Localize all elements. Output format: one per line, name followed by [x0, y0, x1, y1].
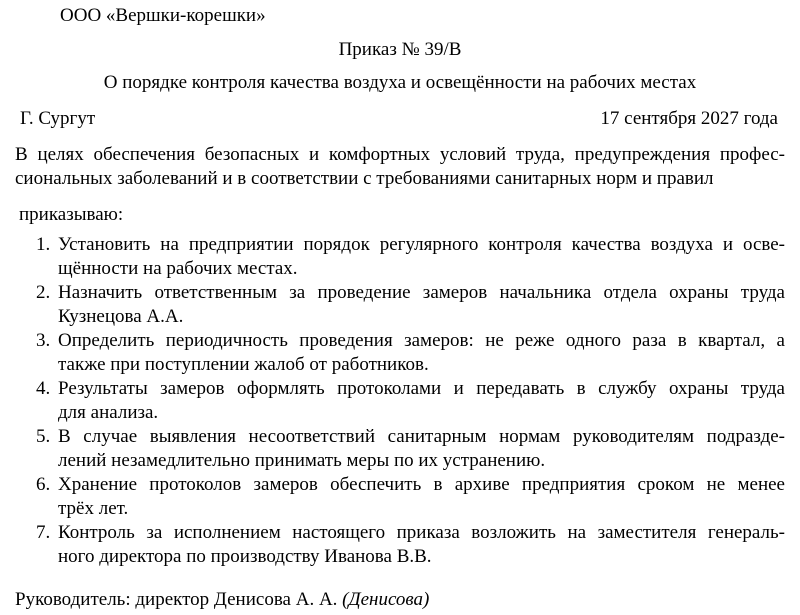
item-line: В случае выявления несоответствий санитарным нормам руководителям подразде- — [58, 426, 785, 447]
organization-name: ООО «Вершки-корешки» — [60, 5, 266, 26]
item-line: для анализа. — [58, 402, 159, 423]
item-line: лений незамедлительно принимать меры по их устранению. — [58, 450, 546, 471]
item-number: 2. — [36, 282, 51, 303]
item-line: Установить на предприятии порядок регулярного контроля качества воздуха и осве- — [58, 234, 785, 255]
item-number: 5. — [36, 426, 51, 447]
item-line: Хранение протоколов замеров обеспечить в архиве предприятия сроком не менее — [58, 474, 785, 495]
item-line: щённости на рабочих местах. — [58, 258, 298, 279]
item-number: 4. — [36, 378, 51, 399]
signature-text: Руководитель: директор Денисова А. А. — [15, 589, 338, 610]
list-item — [0, 329, 785, 377]
item-line: Определить периодичность проведения замеров: не реже одного раза в квартал, а — [58, 330, 785, 351]
preamble-line: сиональных заболеваний и в соответствии с требованиями санитарных норм и правил — [15, 168, 714, 189]
item-line: Результаты замеров оформлять протоколами и передавать в службу охраны труда — [58, 378, 785, 399]
item-number: 1. — [36, 234, 51, 255]
item-number: 3. — [36, 330, 51, 351]
list-item — [0, 521, 785, 569]
order-items-list — [0, 233, 785, 569]
list-item — [0, 473, 785, 521]
preamble — [15, 143, 785, 191]
document-city: Г. Сургут — [20, 108, 96, 129]
list-item — [0, 377, 785, 425]
document-date: 17 сентября 2027 года — [600, 108, 778, 129]
item-number: 7. — [36, 522, 51, 543]
list-item — [0, 281, 785, 329]
item-line: Назначить ответственным за проведение замеров начальника отдела охраны труда — [58, 282, 785, 303]
document-subject: О порядке контроля качества воздуха и освещённости на рабочих местах — [103, 72, 697, 93]
item-line: Контроль за исполнением настоящего приказа возложить на заместителя генераль- — [58, 522, 785, 543]
preamble-line: В целях обеспечения безопасных и комфортных условий труда, предупреждения профес- — [15, 144, 785, 165]
list-item — [0, 425, 785, 473]
item-line: Кузнецова А.А. — [58, 306, 184, 327]
signature-block — [15, 588, 429, 612]
item-line: ного директора по производству Иванова В.В. — [58, 546, 432, 567]
order-word: приказываю: — [19, 204, 124, 225]
handwritten-signature: (Денисова) — [342, 589, 430, 610]
item-line: также при поступлении жалоб от работников. — [58, 354, 429, 375]
document-title: Приказ № 39/В — [338, 39, 462, 60]
list-item — [0, 233, 785, 281]
item-number: 6. — [36, 474, 51, 495]
item-line: трёх лет. — [58, 498, 129, 519]
